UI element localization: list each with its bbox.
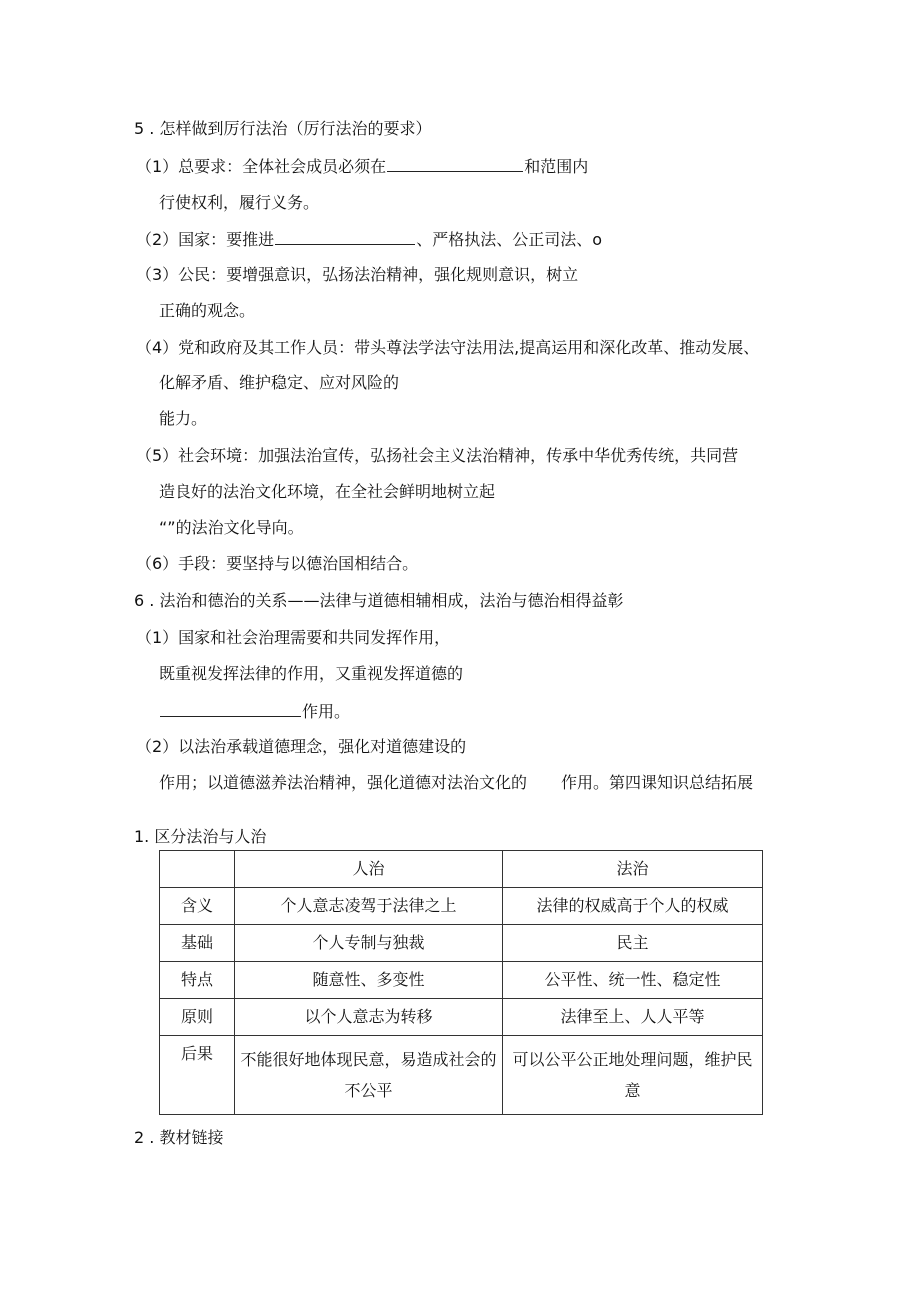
table-row xyxy=(160,1036,763,1115)
req-overall-cont: 行使权利，履行义务。 xyxy=(159,193,320,212)
relation-1-cont-2 xyxy=(159,701,350,722)
req-overall-text: （1）总要求：全体社会成员必须在 xyxy=(136,157,387,176)
relation-2-text-2: 作用。第四课知识总结拓展 xyxy=(561,773,754,792)
req-party-cont-2: 能力。 xyxy=(159,409,208,428)
section5-heading: 5 . 怎样做到厉行法治（厉行法治的要求） xyxy=(134,119,432,138)
cell-fazhi: 民主 xyxy=(503,925,763,962)
cell-fazhi: 可以公平公正地处理问题，维护民意 xyxy=(503,1036,763,1115)
req-overall-text-2: 和范围内 xyxy=(524,157,589,176)
cell-renzhi: 不能很好地体现民意，易造成社会的不公平 xyxy=(235,1036,503,1115)
row-label: 特点 xyxy=(160,962,235,999)
header-cell-empty xyxy=(160,851,235,888)
table-row xyxy=(160,888,763,925)
header-cell-renzhi: 人治 xyxy=(235,851,503,888)
cell-fazhi: 法律至上、人人平等 xyxy=(503,999,763,1036)
req-state-text: （2）国家：要推进 xyxy=(136,230,275,249)
req-env-cont: 造良好的法治文化环境，在全社会鲜明地树立起 xyxy=(159,482,496,501)
relation-2: （2）以法治承载道德理念，强化对道德建设的 xyxy=(136,737,467,756)
req-env: （5）社会环境：加强法治宣传，弘扬社会主义法治精神，传承中华优秀传统，共同营 xyxy=(136,446,739,465)
cell-renzhi: 个人专制与独裁 xyxy=(235,925,503,962)
relation-2-text: 作用；以道德滋养法治精神，强化道德对法治文化的 xyxy=(159,773,528,792)
comparison-table xyxy=(159,850,763,1115)
row-label: 原则 xyxy=(160,999,235,1036)
section6-heading: 6 . 法治和德治的关系——法律与道德相辅相成，法治与德治相得益彰 xyxy=(134,591,624,610)
cell-renzhi: 随意性、多变性 xyxy=(235,962,503,999)
cell-renzhi: 个人意志凌驾于法律之上 xyxy=(235,888,503,925)
req-state-line xyxy=(136,229,602,250)
cell-renzhi: 以个人意志为转移 xyxy=(235,999,503,1036)
req-env-cont-2: “”的法治文化导向。 xyxy=(159,518,304,537)
req-party: （4）党和政府及其工作人员：带头尊法学法守法用法,提高运用和深化改革、推动发展、 xyxy=(136,338,760,357)
req-party-cont: 化解矛盾、维护稳定、应对风险的 xyxy=(159,373,400,392)
row-label: 含义 xyxy=(160,888,235,925)
table-row xyxy=(160,925,763,962)
relation-2-cont xyxy=(159,773,753,793)
table-heading: 1. 区分法治与人治 xyxy=(134,827,267,846)
req-means: （6）手段：要坚持与以德治国相结合。 xyxy=(136,554,419,573)
cell-fazhi: 法律的权威高于个人的权威 xyxy=(503,888,763,925)
header-cell-fazhi: 法治 xyxy=(503,851,763,888)
section2-heading: 2 . 教材链接 xyxy=(134,1128,224,1147)
table-header-row xyxy=(160,851,763,888)
table-row xyxy=(160,999,763,1036)
req-citizen-cont: 正确的观念。 xyxy=(159,301,256,320)
req-citizen: （3）公民：要增强意识，弘扬法治精神，强化规则意识，树立 xyxy=(136,265,579,284)
fill-blank xyxy=(387,156,523,172)
row-label: 后果 xyxy=(160,1036,235,1115)
req-state-text-2: 、严格执法、公正司法、o xyxy=(416,230,602,249)
fill-blank xyxy=(160,701,301,717)
relation-1: （1）国家和社会治理需要和共同发挥作用， xyxy=(136,628,451,647)
fill-blank xyxy=(275,229,415,245)
row-label: 基础 xyxy=(160,925,235,962)
relation-1-cont: 既重视发挥法律的作用，又重视发挥道德的 xyxy=(159,664,464,683)
req-overall-line xyxy=(136,156,588,177)
table-row xyxy=(160,962,763,999)
relation-1-text: 作用。 xyxy=(302,702,351,721)
cell-fazhi: 公平性、统一性、稳定性 xyxy=(503,962,763,999)
